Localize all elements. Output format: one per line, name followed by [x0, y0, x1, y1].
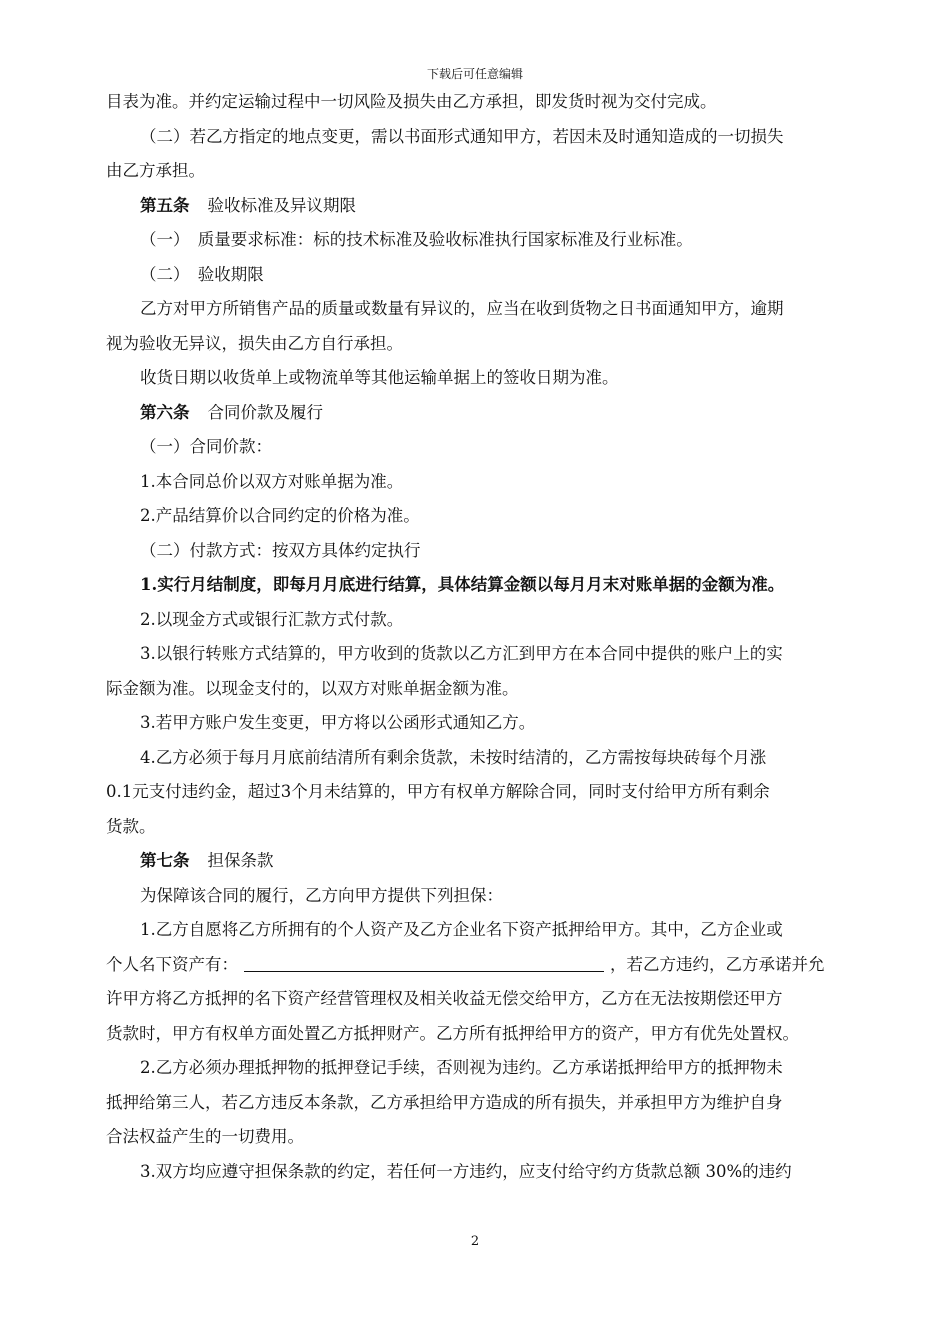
section-title: 合同价款及履行	[207, 402, 323, 422]
paragraph-line: 3.以银行转账方式结算的，甲方收到的货款以乙方汇到甲方在本合同中提供的账户上的实	[140, 644, 783, 663]
line-text: ，若乙方违约，乙方承诺并允	[610, 954, 825, 974]
paragraph-line: 2.乙方必须办理抵押物的抵押登记手续，否则视为违约。乙方承诺抵押给甲方的抵押物未	[140, 1058, 783, 1077]
paragraph-line: 视为验收无异议，损失由乙方自行承担。	[106, 333, 403, 353]
paragraph-line: 3.双方均应遵守担保条款的约定，若任何一方违约，应支付给守约方货款总额 30%的违约	[140, 1161, 792, 1181]
paragraph-line: 2.产品结算价以合同约定的价格为准。	[140, 506, 420, 525]
document-body	[106, 85, 896, 1189]
paragraph-line: 收货日期以收货单上或物流单等其他运输单据上的签收日期为准。	[140, 368, 619, 387]
paragraph-line: 为保障该合同的履行，乙方向甲方提供下列担保：	[140, 885, 503, 905]
paragraph-line: 2.以现金方式或银行汇款方式付款。	[140, 609, 404, 629]
page-number: 2	[470, 1234, 480, 1249]
paragraph-line: 4.乙方必须于每月月底前结清所有剩余货款，未按时结清的，乙方需按每块砖每个月涨	[140, 747, 767, 767]
section-number: 第五条	[140, 195, 190, 215]
section-title: 担保条款	[207, 851, 274, 870]
paragraph-line: 3.若甲方账户发生变更，甲方将以公函形式通知乙方。	[140, 713, 536, 732]
paragraph-line: （一） 质量要求标准：标的技术标准及验收标准执行国家标准及行业标准。	[140, 230, 693, 249]
line-text: 个人名下资产有：	[106, 954, 238, 974]
paragraph-line-with-blank	[106, 948, 896, 983]
paragraph-line: （二） 验收期限	[140, 264, 264, 284]
paragraph-line: 际金额为准。以现金支付的，以双方对账单据金额为准。	[106, 678, 519, 698]
section-title: 验收标准及异议期限	[207, 195, 356, 215]
page-header: 下载后可任意编辑	[426, 67, 523, 81]
paragraph-line: 抵押给第三人，若乙方违反本条款，乙方承担给甲方造成的所有损失，并承担甲方为维护自身	[106, 1092, 783, 1112]
paragraph-line: 0.1元支付违约金，超过3个月未结算的，甲方有权单方解除合同，同时支付给甲方所有剩余	[106, 782, 770, 801]
section-heading-7	[106, 844, 896, 879]
paragraph-line: 由乙方承担。	[106, 161, 205, 180]
paragraph-line: 许甲方将乙方抵押的名下资产经营管理权及相关收益无偿交给甲方，乙方在无法按期偿还甲方	[106, 989, 783, 1008]
paragraph-line: 货款。	[106, 816, 156, 836]
section-number: 第七条	[140, 851, 190, 870]
paragraph-line: （一）合同价款：	[140, 437, 272, 456]
paragraph-line: 目表为准。并约定运输过程中一切风险及损失由乙方承担，即发货时视为交付完成。	[106, 92, 717, 111]
paragraph-line: （二）付款方式：按双方具体约定执行	[140, 540, 421, 560]
paragraph-line: 合法权益产生的一切费用。	[106, 1127, 304, 1146]
section-heading-5	[106, 189, 896, 224]
paragraph-line-bold: 1.实行月结制度，即每月月底进行结算，具体结算金额以每月月末对账单据的金额为准。	[140, 575, 785, 594]
paragraph-line: 乙方对甲方所销售产品的质量或数量有异议的，应当在收到货物之日书面通知甲方，逾期	[140, 299, 784, 318]
section-number: 第六条	[140, 402, 190, 422]
paragraph-line: 货款时，甲方有权单方面处置乙方抵押财产。乙方所有抵押给甲方的资产，甲方有优先处置权。	[106, 1023, 799, 1043]
paragraph-line: 1.乙方自愿将乙方所拥有的个人资产及乙方企业名下资产抵押给甲方。其中，乙方企业或	[140, 920, 783, 939]
section-heading-6	[106, 396, 896, 431]
paragraph-line: 1.本合同总价以双方对账单据为准。	[140, 471, 404, 491]
fill-in-blank[interactable]	[244, 953, 604, 972]
paragraph-line: （二）若乙方指定的地点变更，需以书面形式通知甲方，若因未及时通知造成的一切损失	[140, 126, 784, 146]
